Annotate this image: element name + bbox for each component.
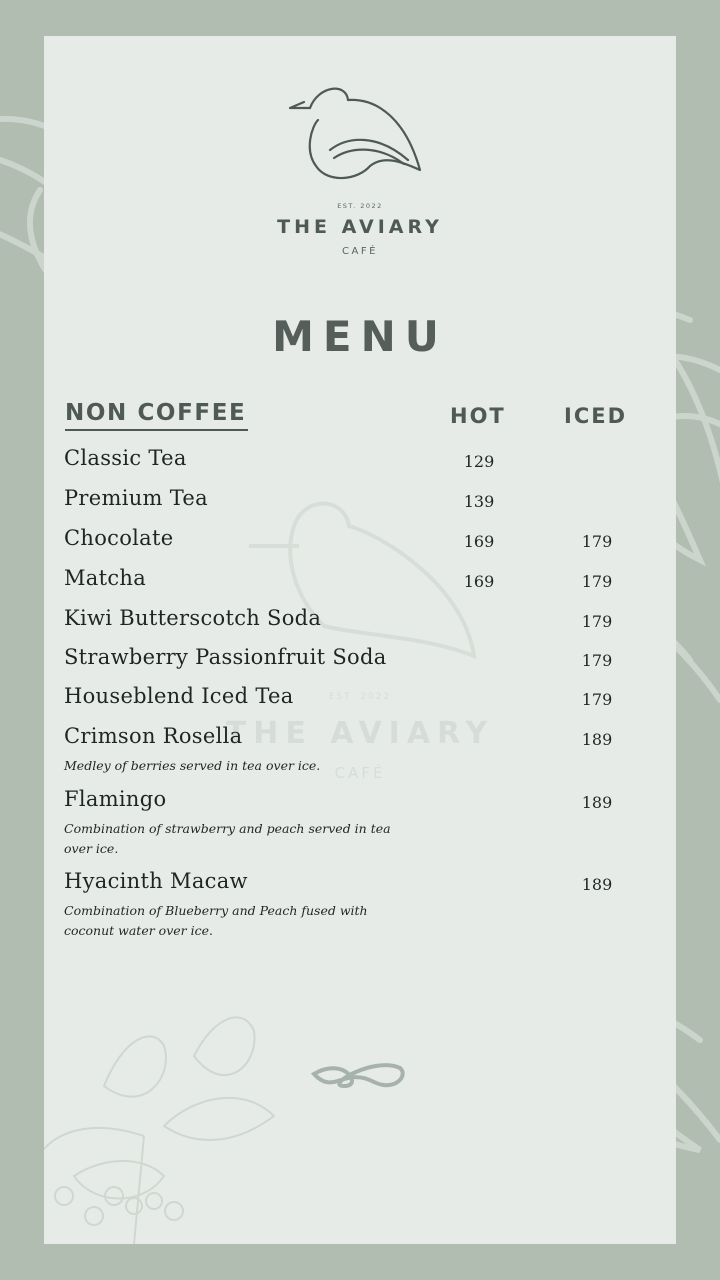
column-header-hot: HOT <box>450 404 506 428</box>
item-price-iced: 179 <box>581 532 613 551</box>
established-label: EST. 2022 <box>337 202 383 210</box>
item-description: Combination of strawberry and peach served in tea over ice. <box>64 821 391 856</box>
item-name: Kiwi Butterscotch Soda <box>64 606 322 630</box>
watermark-brand: THE AVIARY <box>225 716 495 751</box>
item-name: Matcha <box>64 566 147 590</box>
item-price-hot: 139 <box>463 492 495 511</box>
watermark-established: EST. 2022 <box>328 692 392 702</box>
item-name: Classic Tea <box>64 446 187 470</box>
item-price-iced: 189 <box>581 730 613 749</box>
item-price-iced: 179 <box>581 651 613 670</box>
bird-logo-icon <box>288 80 436 190</box>
menu-card <box>44 36 676 1244</box>
menu-item <box>64 684 664 724</box>
item-price-hot: 129 <box>463 452 495 471</box>
item-name: Hyacinth Macaw <box>64 869 248 893</box>
brand-name: THE AVIARY <box>277 216 443 238</box>
item-price-iced: 179 <box>581 572 613 591</box>
menu-item <box>64 526 664 566</box>
item-name: Houseblend Iced Tea <box>64 684 294 708</box>
item-price-iced: 189 <box>581 875 613 894</box>
menu-item <box>64 645 664 685</box>
menu-item <box>64 787 664 856</box>
item-price-hot: 169 <box>463 532 495 551</box>
menu-item <box>64 446 664 486</box>
item-name: Strawberry Passionfruit Soda <box>64 645 387 669</box>
item-price-iced: 179 <box>581 690 613 709</box>
item-name: Premium Tea <box>64 486 208 510</box>
item-name: Chocolate <box>64 526 174 550</box>
item-name: Flamingo <box>64 787 167 811</box>
menu-item <box>64 606 664 646</box>
item-price-iced: 179 <box>581 612 613 631</box>
item-description: Combination of Blueberry and Peach fused with coconut water over ice. <box>64 903 368 938</box>
menu-item <box>64 566 664 606</box>
menu-title: MENU <box>272 312 448 361</box>
brand-subtitle: CAFÉ <box>342 246 378 257</box>
section-title: NON COFFEE <box>65 400 248 431</box>
watermark-subtitle: CAFÉ <box>334 764 386 782</box>
menu-item <box>64 486 664 526</box>
item-price-hot: 169 <box>463 572 495 591</box>
item-name: Crimson Rosella <box>64 724 243 748</box>
menu-item <box>64 869 664 938</box>
item-description: Medley of berries served in tea over ice. <box>64 758 321 773</box>
column-header-iced: ICED <box>564 404 628 428</box>
item-price-iced: 189 <box>581 793 613 812</box>
